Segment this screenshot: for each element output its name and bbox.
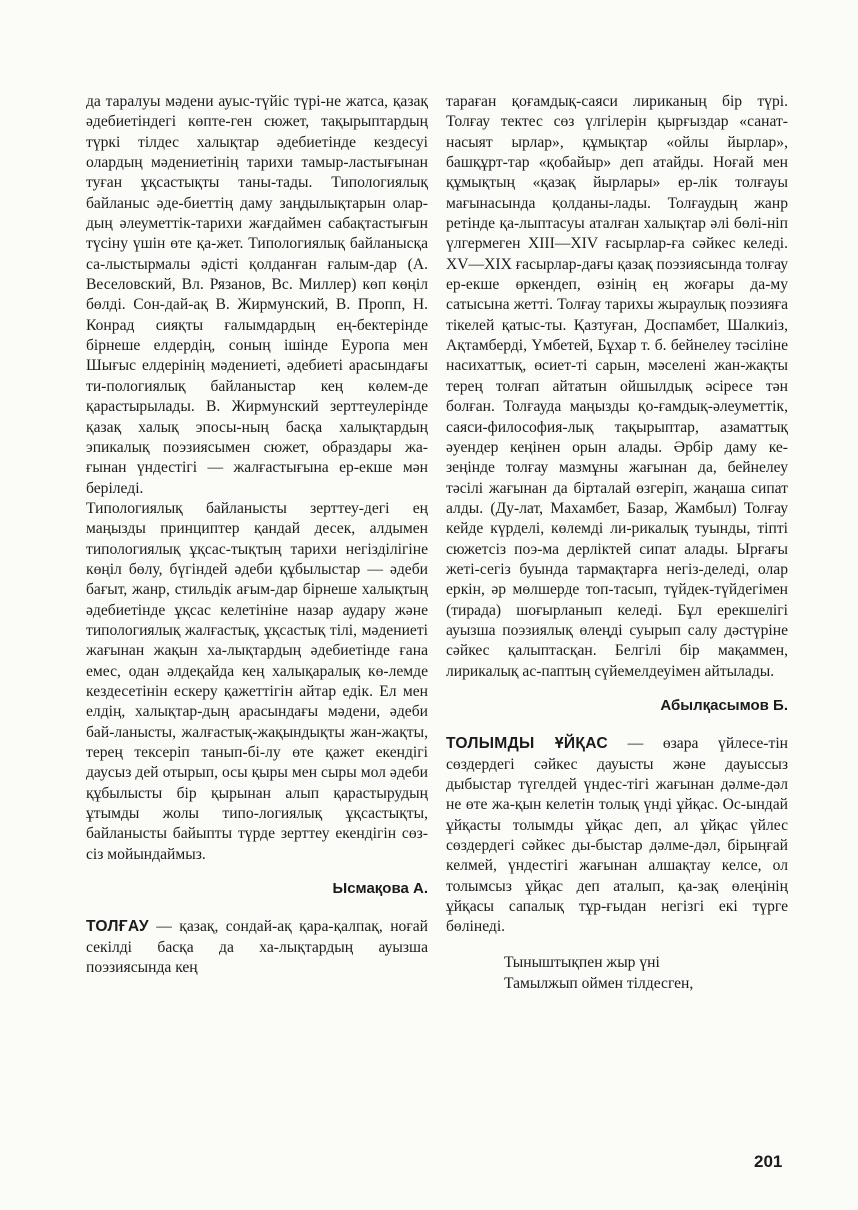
right-signature: Абылқасымов Б. xyxy=(660,696,788,714)
page-number: 201 xyxy=(754,1152,783,1171)
entry-tolgau xyxy=(86,917,428,978)
right-column xyxy=(446,92,788,994)
poem-line: Тыныштықпен жыр үні xyxy=(504,953,660,971)
entry-definition: — өзара үйлесе-тін сөздердегі сәйкес дауысты және дауыссыз дыбыстар түгелдей үндес-тігі жағынан дәлме-дәл не өте жа-қын келетін толық үнді ұйқас. Ос-ындай ұйқасты толымды ұйқас деп, ал ұйқас үйлес сөздердегі сәйкес ды-быстар дәлме-дәл, бірыңғай келмей, үндестігі жағынан алшақтау келсе, ол толымсыз ұйқас деп аталып, қа-зақ өлеңінің ұйқасы сапалық тұр-ғыдан негізгі екі түрге бөлінеді. xyxy=(446,735,788,936)
entry-definition: — қазақ, сондай-ақ қара-қалпақ, ноғай секілді басқа да ха-лықтардың ауызша поэзиясында кең xyxy=(86,918,428,977)
poem-line: Тамылжып оймен тілдесген, xyxy=(504,974,694,992)
poem-excerpt xyxy=(504,952,788,994)
entry-term: ТОЛҒАУ xyxy=(86,918,149,936)
entry-term: ТОЛЫМДЫ ҰЙҚАС xyxy=(446,735,608,753)
left-column xyxy=(86,92,428,978)
left-paragraph-2: Типологиялық байланысты зерттеу-дегі ең маңызды принциптер қандай десек, алдымен типологиялық ұқсас-тықтың тарихи негізділігіне көңіл бөлу, бүгіндей әдеби құбылыстар — әдеби бағыт, жанр, стильдік ағым-дар бірнеше халықтың әдебиетінде ұқсас келетініне назар аудару және типологиялық жалғастық, ұқсастық тілі, мәдениеті жағынан жақын ха-лықтардың әдебиетінде ғана емес, одан әлдеқайда кең халықаралық кө-лемде кездесетінін ескеру қажеттігін айтар едік. Ел мен елдің, халықтар-дың арасындағы мәдени, әдеби бай-ланысты, жалғастық-жақындықты жан-жақты, терең тексеріп танып-бі-лу өте қажет екендігі даусыз дей отырып, осы қыры мен сыры мол әдеби құбылысты бір қырынан алып қарастырудың ұтымды жолы типо-логиялық ұқсастықты, байланысты байыпты түрде зерттеу екендігін сөз-сіз мойындаймыз. xyxy=(86,499,428,863)
right-paragraph-1: тараған қоғамдық-саяси лириканың бір түрі. Толғау тектес сөз үлгілерін қырғыздар «санат-насыят ырлар», құмықтар «ойлы йырлар», башқұрт-тар «қобайыр» деп атайды. Ноғай мен құмықтың «қазақ йырлары» ер-лік толғауы мағынасында қолданы-лады. Толғаудың жанр ретінде қа-лыптасуы аталған халықтар әлі бөлі-ніп үлгермеген XIII—XIV ғасырлар-ға сәйкес келеді. XV—XIX ғасырлар-дағы қазақ поэзиясында толғау ер-екше өркендеп, өзінің ең жоғары да-му сатысына жетті. Толғау тарихы жыраулық поэзияға тікелей қатыс-ты. Қазтуған, Доспамбет, Шалкиіз, Ақтамберді, Үмбетей, Бұхар т. б. бейнелеу тәсіліне насихаттық, өсиет-ті сарын, мәселені жан-жақты терең толғап айтатын ойшылдық әсіресе тән болған. Толғауда маңызды қо-ғамдық-әлеуметтік, саяси-философия-лық тақырыптар, азаматтық әуендер кеңінен орын алады. Әрбір даму ке-зеңінде толғау мазмұны жағынан да, бейнелеу тәсілі жағынан да бірталай өзгеріп, жаңаша сипат алды. (Ду-лат, Махамбет, Базар, Жамбыл) Толғау кейде күрделі, көлемді ли-рикалық туынды, тіпті сюжетсіз поэ-ма дерліктей сипат алады. Ырғағы жеті-сегіз буында тармақтарға негіз-деледі, олар еркін, әр мөлшерде топ-тасып, түйдек-түйдегімен (тирада) шоғырланып келеді. Бұл ерекшелігі ауызша поэзиялық өлеңді суырып салу дәстүріне сәйкес қалыптасқан. Белгілі бір мақаммен, лирикалық ас-паптың сүйемелдеуімен айтылады. xyxy=(446,93,788,680)
left-paragraph-1: да таралуы мәдени ауыс-түйіс түрі-не жатса, қазақ әдебиетіндегі көпте-ген сюжет, тақырыптардың түркі тілдес халықтар әдебиетінде кездесуі олардың мәдениетінің тарихи тамыр-ластығынан туған ұқсастықты таны-тады. Типологиялық байланыс әде-биеттің даму заңдылықтарын олар-дың әлеуметтік-тарихи жағдаймен сабақтастығын түсіну үшін өте қа-жет. Типологиялық байланысқа са-лыстырмалы әдісті қолданған ғалым-дар (А. Веселовский, Вл. Рязанов, Вс. Миллер) көп көңіл бөлді. Сон-дай-ақ В. Жирмунский, В. Пропп, Н. Конрад сияқты ғалымдардың ең-бектерінде бірнеше елдердің, соның ішінде Еуропа мен Шығыс елдерінің мәдениеті, әдебиеті арасындағы ти-пологиялық байланыстар кең көлем-де қарастырылады. В. Жирмунский зерттеулерінде қазақ халық эпосы-ның басқа халықтардың эпикалық поэзиясымен сюжет, образдары жа-ғынан үндестігі — жалғастығына ер-екше мән беріледі. xyxy=(86,93,428,497)
left-signature: Ысмақова А. xyxy=(332,880,428,898)
entry-tolymdy-uikas xyxy=(446,734,788,937)
